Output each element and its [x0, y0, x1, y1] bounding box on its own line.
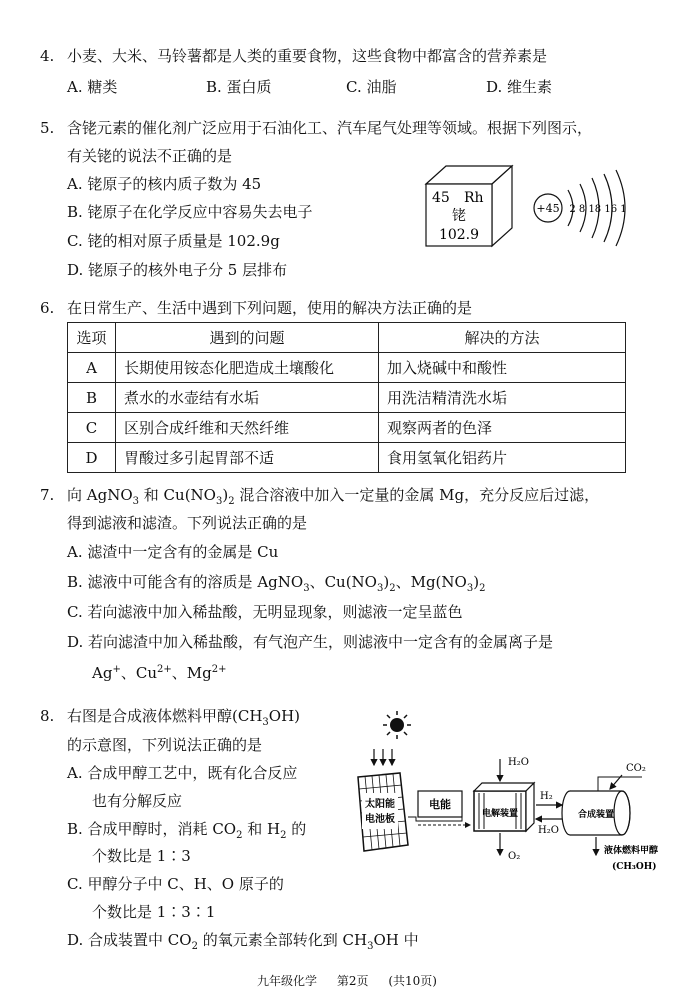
electrolysis-device: [474, 757, 534, 862]
q8-option-c-line2: 个数比是 1∶3∶1: [92, 903, 216, 921]
atom-structure-diagram: [534, 170, 627, 246]
q8-option-b-line1: B. 合成甲醇时，消耗 $CO_2$ 和 $H_2$ 的: [67, 820, 307, 841]
table-cell-option: C: [68, 413, 116, 443]
sun-icon: [383, 711, 411, 739]
q8-option-d: D. 合成装置中 $CO_2$ 的氧元素全部转化到 $CH_3OH$ 中: [67, 931, 419, 952]
footer-subject: 九年级化学: [257, 974, 318, 988]
footer-total-pages: (共10页): [388, 974, 437, 988]
table-header-problem: 遇到的问题: [116, 323, 379, 353]
co2-input-label: CO₂: [626, 763, 646, 774]
power-box: [408, 791, 470, 825]
q5-option-d: D. 铑原子的核外电子分 5 层排布: [67, 261, 288, 279]
table-cell-solution: 观察两者的色泽: [379, 413, 626, 443]
table-cell-option: A: [68, 353, 116, 383]
solar-panel-label-2: 电池板: [365, 814, 395, 825]
q5-number: 5.: [40, 119, 55, 137]
q7-option-c: C. 若向滤液中加入稀盐酸，无明显现象，则滤液一定呈蓝色: [67, 603, 463, 621]
solar-panel-label-1: 太阳能: [365, 799, 395, 810]
q4-option-a: A. 糖类: [67, 78, 118, 96]
sunlight-arrows: [374, 749, 392, 765]
h2o-return-label: H₂O: [538, 825, 559, 836]
q5-stem-line2: 有关铑的说法不正确的是: [67, 147, 233, 165]
q4-option-b: B. 蛋白质: [206, 78, 272, 96]
q5-option-a: A. 铑原子的核内质子数为 45: [67, 175, 262, 193]
q6-table: [67, 322, 626, 473]
q8-number: 8.: [40, 707, 55, 725]
q5-option-b: B. 铑原子在化学反应中容易失去电子: [67, 203, 313, 221]
synthesis-device: [562, 763, 658, 872]
table-header-option: 选项: [68, 323, 116, 353]
q4-number: 4.: [40, 47, 55, 65]
atom-shell-counts: 2 8 18 16 1: [569, 204, 627, 215]
table-row: [68, 443, 626, 473]
h2-label: H₂: [540, 791, 553, 802]
page-footer: [0, 972, 694, 989]
electrolysis-label: 电解装置: [481, 809, 519, 819]
product-label-1: 液体燃料甲醇: [604, 846, 659, 856]
q4-stem: 小麦、大米、马铃薯都是人类的重要食物，这些食物中都富含的营养素是: [67, 47, 548, 65]
h2o-input-label: H₂O: [508, 757, 529, 768]
q4-option-d: D. 维生素: [486, 78, 553, 96]
table-row: [68, 353, 626, 383]
q8-stem-line2: 的示意图，下列说法正确的是: [67, 736, 263, 754]
table-cell-solution: 食用氢氧化铝药片: [379, 443, 626, 473]
synthesis-label: 合成装置: [577, 810, 615, 820]
footer-page-number: 第2页: [336, 974, 369, 988]
q8-option-a-line2: 也有分解反应: [92, 792, 183, 810]
q8-option-c-line1: C. 甲醇分子中 C、H、O 原子的: [67, 875, 284, 893]
product-label-2: (CH₃OH): [612, 862, 657, 872]
table-row: [68, 413, 626, 443]
solar-panel: [358, 773, 408, 851]
table-cell-option: B: [68, 383, 116, 413]
rhodium-figure: [420, 160, 640, 252]
element-number: 45: [432, 190, 450, 206]
element-symbol: Rh: [464, 190, 484, 206]
q7-option-a: A. 滤渣中一定含有的金属是 Cu: [67, 543, 279, 561]
q4-option-c: C. 油脂: [346, 78, 397, 96]
q8-option-b-line2: 个数比是 1∶3: [92, 847, 191, 865]
element-card: [426, 166, 512, 246]
table-cell-problem: 煮水的水壶结有水垢: [116, 383, 379, 413]
table-cell-problem: 长期使用铵态化肥造成土壤酸化: [116, 353, 379, 383]
table-cell-solution: 用洗洁精清洗水垢: [379, 383, 626, 413]
power-label: 电能: [429, 798, 451, 811]
q7-option-d: D. 若向滤渣中加入稀盐酸，有气泡产生，则滤液中一定含有的金属离子是: [67, 633, 554, 651]
q8-stem-line1: 右图是合成液体燃料甲醇$(CH_3OH)$: [67, 707, 301, 728]
q8-option-a-line1: A. 合成甲醇工艺中，既有化合反应: [67, 764, 298, 782]
q5-stem-line1: 含铑元素的催化剂广泛应用于石油化工、汽车尾气处理等领域。根据下列图示，: [67, 119, 593, 137]
table-header-solution: 解决的方法: [379, 323, 626, 353]
table-header-row: [68, 323, 626, 353]
q7-option-d-ions: Ag+、$Cu^{2+}$、$Mg^{2+}$: [92, 664, 227, 682]
element-name: 铑: [452, 208, 466, 224]
table-cell-problem: 区别合成纤维和天然纤维: [116, 413, 379, 443]
table-row: [68, 383, 626, 413]
table-cell-option: D: [68, 443, 116, 473]
q6-number: 6.: [40, 299, 55, 317]
element-mass: 102.9: [438, 227, 480, 243]
q7-stem-line1: 向 AgNO$_3$ 和 $Cu(NO_3)_2$ 混合溶液中加入一定量的金属 Mg，充分反应后过滤，: [67, 486, 600, 507]
q6-stem: 在日常生产、生活中遇到下列问题，使用的解决方法正确的是: [67, 299, 473, 317]
q7-option-b: B. 滤液中可能含有的溶质是 AgNO$_3$、$Cu(NO_3)_2$、$Mg(NO_3)_2$: [67, 573, 486, 594]
table-cell-problem: 胃酸过多引起胃部不适: [116, 443, 379, 473]
table-cell-solution: 加入烧碱中和酸性: [379, 353, 626, 383]
q7-stem-line2: 得到滤液和滤渣。下列说法正确的是: [67, 514, 308, 532]
q7-number: 7.: [40, 486, 55, 504]
atom-nucleus-label: +45: [536, 202, 560, 215]
methanol-process-diagram: [350, 705, 670, 880]
o2-output-label: O₂: [508, 851, 521, 862]
q5-option-c: C. 铑的相对原子质量是 102.9g: [67, 232, 280, 250]
